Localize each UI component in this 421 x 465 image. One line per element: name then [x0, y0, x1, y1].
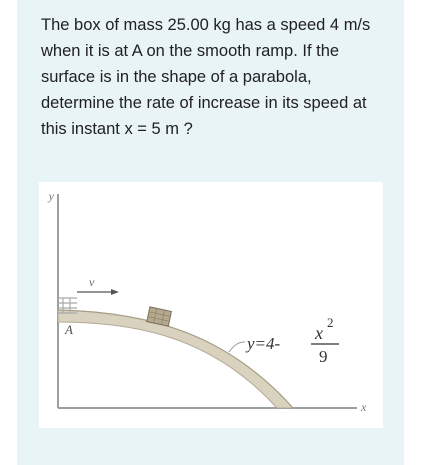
- x-axis-label: x: [361, 400, 367, 414]
- y-axis-label: y: [48, 189, 54, 203]
- question-card: [17, 0, 404, 465]
- equation-leader: [229, 342, 245, 352]
- ramp-top-edge: [58, 310, 293, 408]
- equation-denominator: 9: [319, 347, 328, 366]
- equation-exponent: 2: [327, 315, 334, 330]
- ramp-diagram: [39, 182, 383, 428]
- equation-lhs: y=4-: [247, 334, 281, 353]
- point-a-label: A: [65, 322, 73, 337]
- velocity-label: v: [89, 275, 95, 289]
- problem-figure: [39, 182, 383, 428]
- ramp-surface: [58, 310, 293, 408]
- question-text: The box of mass 25.00 kg has a speed 4 m/s when it is at A on the smooth ramp. If the surface is in the shape of a parabola, determine the rate of increase in its speed at this instant x = 5 m ?: [41, 16, 371, 138]
- velocity-arrowhead: [111, 289, 119, 295]
- equation-numerator: x: [315, 323, 323, 343]
